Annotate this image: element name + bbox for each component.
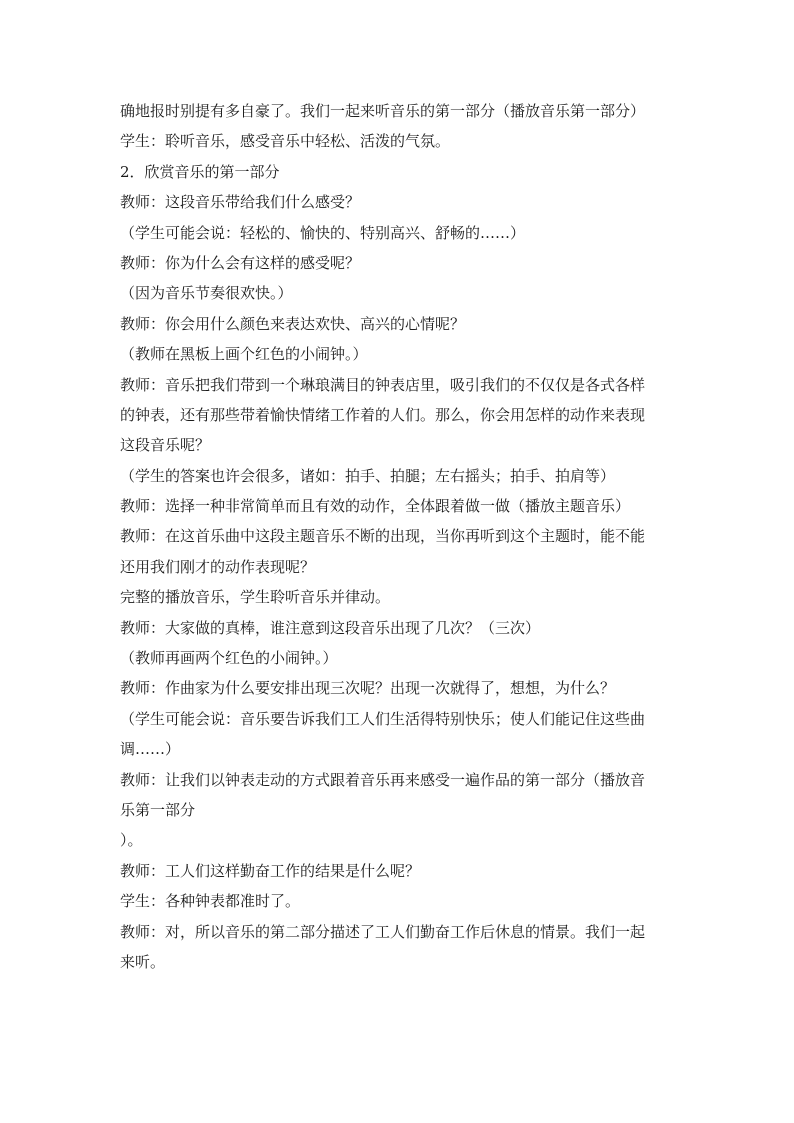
text-line: 教师：选择一种非常简单而且有效的动作，全体跟着做一做（播放主题音乐） (120, 497, 631, 516)
text-line: （教师在黑板上画个红色的小闹钟。） (120, 345, 368, 364)
text-line: （学生可能会说：音乐要告诉我们工人们生活得特别快乐；使人们能记住这些曲 (120, 709, 646, 728)
text-line: （学生的答案也许会很多，诸如：拍手、拍腿；左右摇头；拍手、拍肩等） (120, 466, 616, 485)
text-line: 教师：工人们这样勤奋工作的结果是什么呢？ (120, 861, 421, 880)
text-line: 教师：你为什么会有这样的感受呢？ (120, 253, 361, 272)
text-line: 教师：你会用什么颜色来表达欢快、高兴的心情呢？ (120, 314, 466, 333)
text-line: 教师：对，所以音乐的第二部分描述了工人们勤奋工作后休息的情景。我们一起 (120, 922, 646, 941)
text-line: 教师：让我们以钟表走动的方式跟着音乐再来感受一遍作品的第一部分（播放音 (120, 770, 646, 789)
text-line: 学生：聆听音乐，感受音乐中轻松、活泼的气氛。 (120, 132, 451, 151)
text-line: 确地报时别提有多自豪了。我们一起来听音乐的第一部分（播放音乐第一部分） (120, 102, 646, 120)
text-line: 教师：音乐把我们带到一个琳琅满目的钟表店里，吸引我们的不仅仅是各式各样 (120, 375, 646, 394)
text-line: 这段音乐呢？ (120, 436, 211, 455)
text-line: 还用我们刚才的动作表现呢？ (120, 557, 316, 576)
text-line: 教师：大家做的真棒，谁注意到这段音乐出现了几次？（三次） (120, 618, 541, 637)
text-line: （教师再画两个红色的小闹钟。） (120, 649, 338, 668)
text-line: （因为音乐节奏很欢快。） (120, 284, 293, 303)
text-line: 完整的播放音乐，学生聆听音乐并律动。 (120, 588, 391, 607)
text-line: 2．欣赏音乐的第一部分 (120, 162, 280, 181)
text-line: 教师：在这首乐曲中这段主题音乐不断的出现，当你再听到这个主题时，能不能 (120, 527, 646, 546)
text-line: ）。 (120, 831, 143, 850)
text-line: 教师：这段音乐带给我们什么感受？ (120, 193, 361, 212)
text-line: 教师：作曲家为什么要安排出现三次呢？出现一次就得了，想想，为什么？ (120, 679, 616, 698)
text-line: 学生：各种钟表都准时了。 (120, 892, 301, 911)
text-line: 调……） (120, 740, 181, 759)
text-line: 乐第一部分 (120, 800, 196, 819)
document-body (120, 96, 680, 977)
text-line: （学生可能会说：轻松的、愉快的、特别高兴、舒畅的……） (120, 223, 526, 242)
text-line: 来听。 (120, 952, 166, 971)
text-line: 的钟表，还有那些带着愉快情绪工作着的人们。那么，你会用怎样的动作来表现 (120, 405, 646, 424)
